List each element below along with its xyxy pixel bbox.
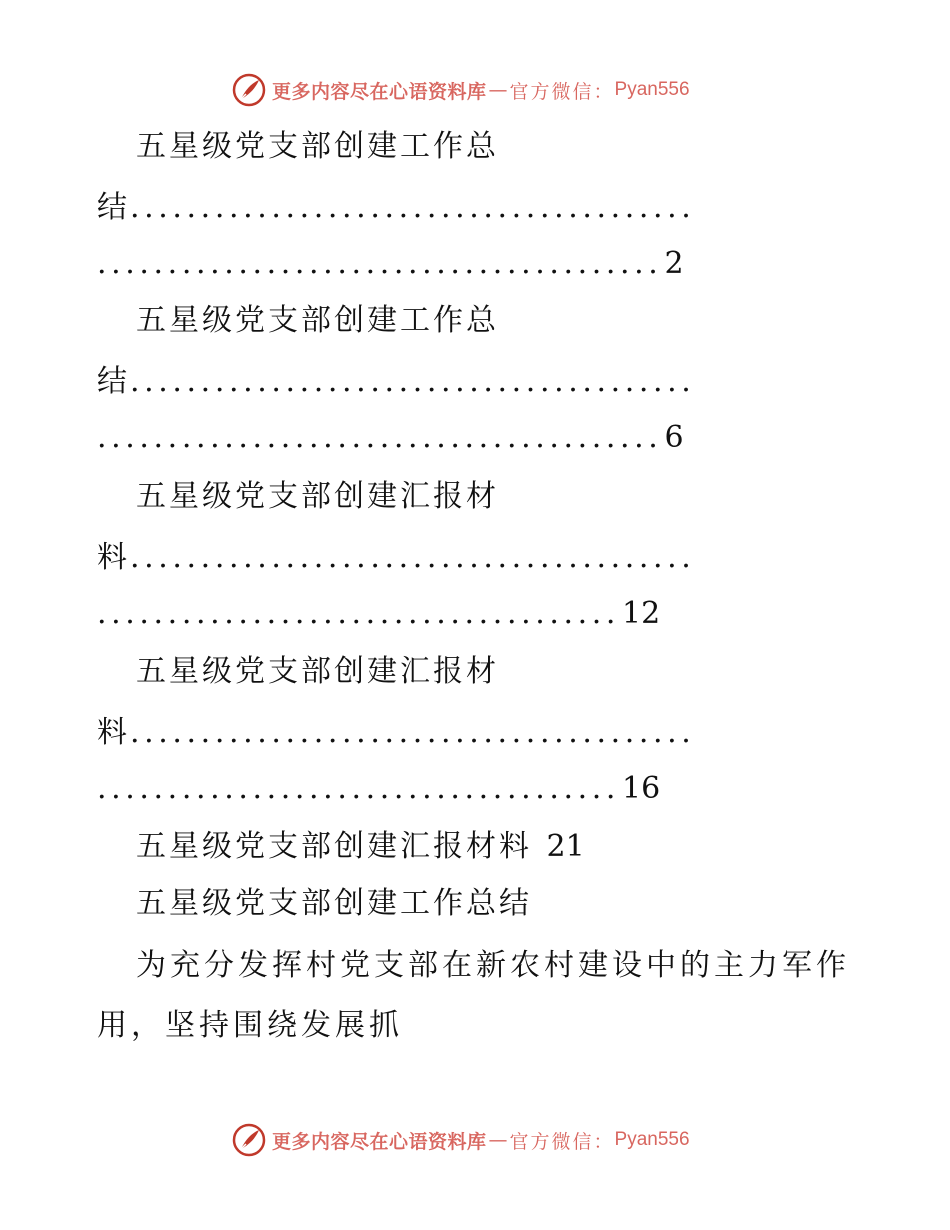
toc-entry-1-dots-2: ........................................ xyxy=(97,246,663,281)
watermark-site-text: 更多内容尽在心语资料库 xyxy=(272,80,487,103)
toc-entry-4-dots: ........................................ xyxy=(130,715,696,750)
toc-entry-5-page: 21 xyxy=(546,829,585,864)
watermark-wechat-id: Pyan556 xyxy=(614,1129,690,1150)
article-title: 五星级党支部创建工作总结 xyxy=(136,886,532,921)
watermark-dash: — xyxy=(488,1129,508,1151)
article-body: 为充分发挥村党支部在新农村建设中的主力军作用，坚持围绕发展抓 xyxy=(97,948,850,1043)
toc-entry-3-dots-2: ..................................... xyxy=(97,596,621,631)
toc-entry-3-title: 五星级党支部创建汇报材 xyxy=(136,479,499,514)
toc-entry-2-line3 xyxy=(97,418,684,458)
toc-entry-2-title-end: 结 xyxy=(97,364,130,399)
toc-entry-4-title-end: 料 xyxy=(97,715,130,750)
toc-entry-2-line2 xyxy=(97,362,695,402)
toc-entry-4-title: 五星级党支部创建汇报材 xyxy=(136,654,499,689)
toc-entry-1-dots: ........................................ xyxy=(130,190,696,225)
header-watermark xyxy=(232,70,752,110)
toc-entry-4-page: 16 xyxy=(622,771,661,806)
toc-entry-4-line2 xyxy=(97,713,695,753)
toc-entry-5-title: 五星级党支部创建汇报材料 xyxy=(136,829,532,864)
watermark-wechat-label: 官方微信： xyxy=(509,80,615,103)
watermark-wechat-id: Pyan556 xyxy=(614,79,690,100)
quill-logo-icon xyxy=(232,73,266,107)
toc-entry-1-title: 五星级党支部创建工作总 xyxy=(136,129,499,164)
toc-entry-2-title: 五星级党支部创建工作总 xyxy=(136,303,499,338)
toc-entry-4-line3 xyxy=(97,769,660,809)
toc-entry-1-line3 xyxy=(97,244,684,284)
toc-entry-4-dots-2: ..................................... xyxy=(97,771,621,806)
toc-entry-3-title-end: 料 xyxy=(97,540,130,575)
toc-entry-2-dots-2: ........................................ xyxy=(97,420,663,455)
quill-logo-icon xyxy=(232,1123,266,1157)
toc-entry-2-page: 6 xyxy=(664,420,684,455)
toc-entry-1-page: 2 xyxy=(664,246,684,281)
toc-entry-3-line3 xyxy=(97,594,660,634)
watermark-wechat-label: 官方微信： xyxy=(509,1130,615,1153)
toc-entry-1-line2 xyxy=(97,188,695,228)
toc-entry-3-page: 12 xyxy=(622,596,661,631)
toc-entry-2-dots: ........................................ xyxy=(130,364,696,399)
toc-entry-1-title-end: 结 xyxy=(97,190,130,225)
toc-entry-3-dots: ........................................ xyxy=(130,540,696,575)
toc-entry-3-line2 xyxy=(97,538,695,578)
watermark-site-text: 更多内容尽在心语资料库 xyxy=(272,1130,487,1153)
toc-entry-5 xyxy=(136,827,585,867)
footer-watermark xyxy=(232,1120,752,1160)
watermark-dash: — xyxy=(488,79,508,101)
